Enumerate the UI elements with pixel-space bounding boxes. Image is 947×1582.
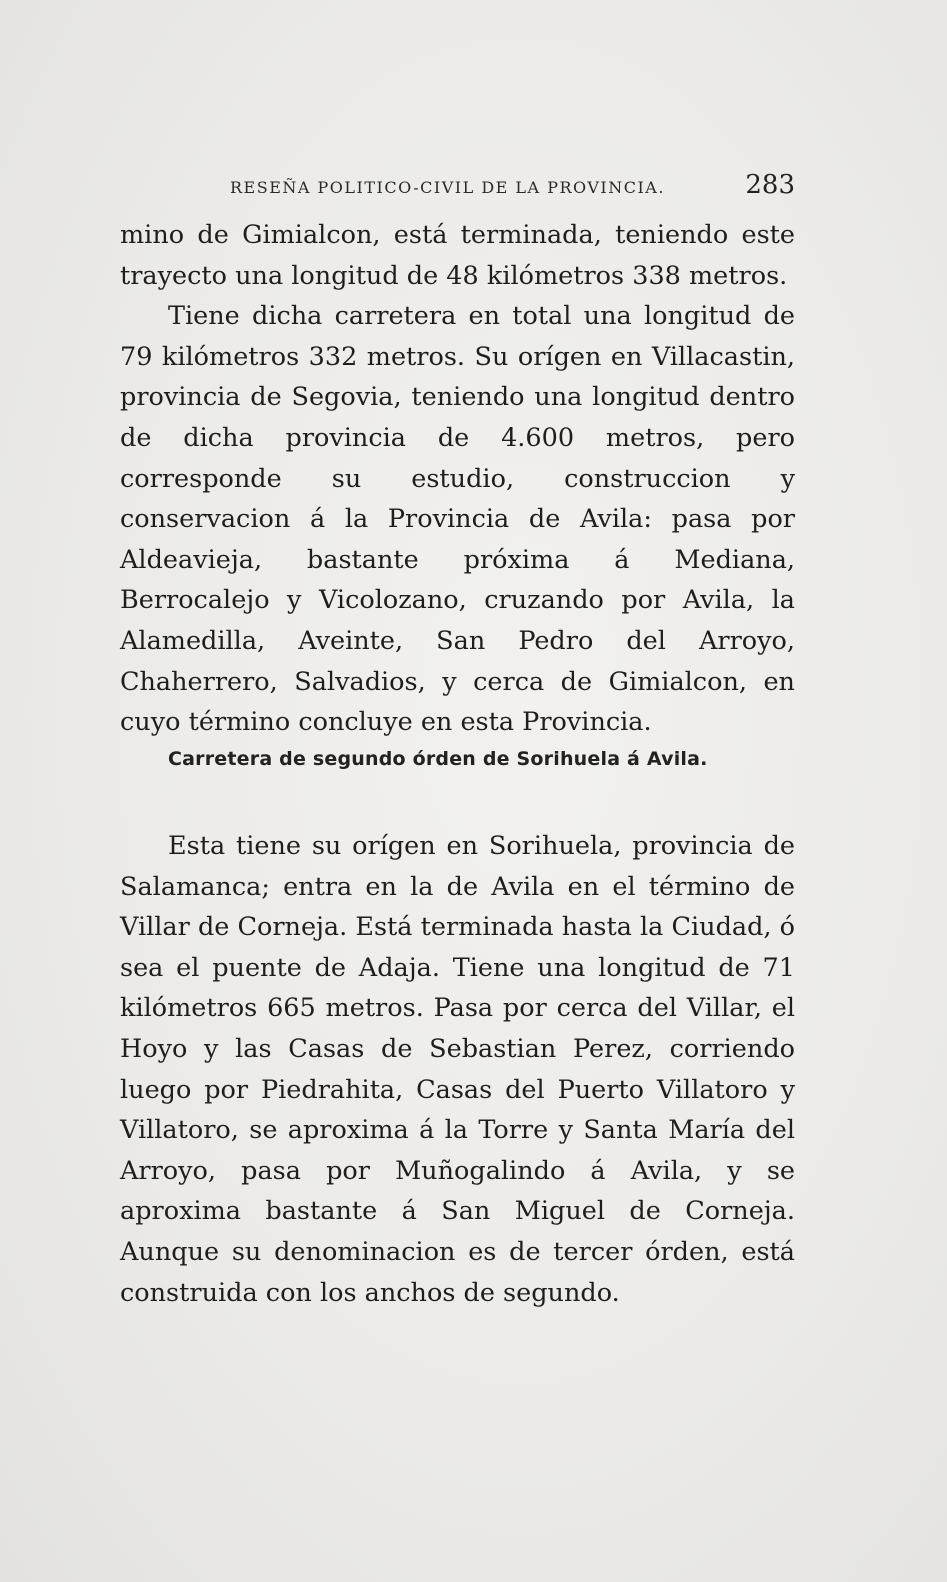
running-head: RESEÑA POLITICO-CIVIL DE LA PROVINCIA. [230,178,665,197]
section-body [120,826,795,1313]
page-header [120,168,795,208]
section-paragraph: Esta tiene su orígen en Sorihuela, provincia de Salamanca; entra en la de Avila en el término de Villar de Corneja. Está terminada hasta la Ciudad, ó sea el puente de Adaja. Tiene una longitud de 71 kilómetros 665 metros. Pasa por cerca del Villar, el Hoyo y las Casas de Sebastian Perez, corriendo luego por Piedrahita, Casas del Puerto Villatoro y Villatoro, se aproxima á la Torre y Santa María del Arroyo, pasa por Muñogalindo á Avila, y se aproxima bastante á San Miguel de Corneja. Aunque su denominacion es de tercer órden, está construida con los anchos de segundo. [120,831,795,1308]
section-heading: Carretera de segundo órden de Sorihuela á Avila. [168,748,708,770]
page-number: 283 [745,170,795,200]
paragraph: Tiene dicha carretera en total una longitud de 79 kilómetros 332 metros. Su orígen en Villacastin, provincia de Segovia, teniendo una longitud dentro de dicha provincia de 4.600 metros, pero corresponde su estudio, construccion y conservacion á la Provincia de Avila: pasa por Aldeavieja, bastante próxima á Mediana, Berrocalejo y Vicolozano, cruzando por Avila, la Alamedilla, Aveinte, San Pedro del Arroyo, Chaherrero, Salvadios, y cerca de Gimialcon, en cuyo término concluye en esta Provincia. [120,301,795,738]
paragraph-continuation: mino de Gimialcon, está terminada, teniendo este trayecto una longitud de 48 kilómetros 338 metros. [120,220,795,291]
body-text [120,215,795,743]
